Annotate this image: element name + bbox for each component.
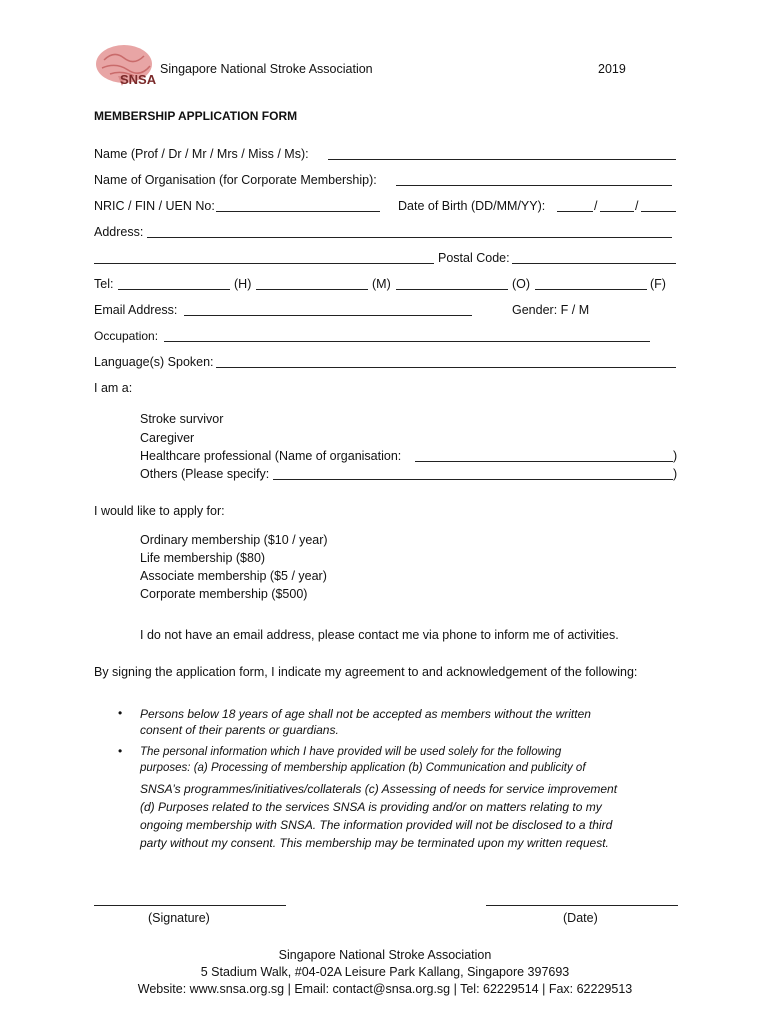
name-label: Name (Prof / Dr / Mr / Mrs / Miss / Ms):	[94, 147, 309, 161]
name-field[interactable]	[328, 148, 676, 160]
tel-fax-label: (F)	[650, 277, 666, 291]
header-org-name: Singapore National Stroke Association	[160, 62, 373, 76]
email-label: Email Address:	[94, 303, 178, 317]
address-field-line2[interactable]	[94, 252, 434, 264]
agreement-bullet-2-line-1: The personal information which I have provided will be used solely for the following	[140, 746, 562, 758]
option-ordinary-membership[interactable]: Ordinary membership ($10 / year)	[140, 533, 328, 547]
option-others[interactable]: Others (Please specify:	[140, 467, 270, 481]
tel-label: Tel:	[94, 277, 114, 291]
form-title: MEMBERSHIP APPLICATION FORM	[94, 109, 298, 123]
tel-home-label: (H)	[234, 277, 252, 291]
tel-home-field[interactable]	[118, 278, 230, 290]
option-caregiver[interactable]: Caregiver	[140, 431, 195, 445]
footer-org: Singapore National Stroke Association	[278, 948, 492, 962]
dob-label: Date of Birth (DD/MM/YY):	[398, 199, 546, 213]
nric-field[interactable]	[216, 200, 380, 212]
close-paren: )	[673, 449, 678, 463]
tel-office-label: (O)	[512, 277, 531, 291]
agreement-intro: By signing the application form, I indicate my agreement to and acknowledgement of the following:	[94, 665, 638, 679]
gender-label[interactable]: Gender: F / M	[512, 303, 590, 317]
date-field[interactable]	[486, 905, 678, 906]
i-am-label: I am a:	[94, 381, 133, 395]
no-email-option[interactable]: I do not have an email address, please contact me via phone to inform me of activities.	[140, 628, 619, 642]
bullet-icon: •	[118, 744, 123, 758]
footer-address: 5 Stadium Walk, #04-02A Leisure Park Kallang, Singapore 397693	[200, 965, 570, 979]
agreement-bullet-2-line-2: purposes: (a) Processing of membership application (b) Communication and publicity of	[140, 762, 586, 774]
healthcare-org-field[interactable]	[415, 450, 673, 462]
agreement-bullet-1-line-1: Persons below 18 years of age shall not be accepted as members without the written	[140, 707, 591, 721]
occupation-label: Occupation:	[94, 329, 159, 343]
dob-month-field[interactable]	[600, 200, 634, 212]
option-healthcare-professional[interactable]: Healthcare professional (Name of organisation:	[140, 449, 402, 463]
dob-separator: /	[594, 199, 598, 213]
languages-label: Language(s) Spoken:	[94, 355, 214, 369]
email-field[interactable]	[184, 304, 472, 316]
nric-label: NRIC / FIN / UEN No:	[94, 199, 215, 213]
occupation-field[interactable]	[164, 330, 650, 342]
agreement-bullet-1-line-2: consent of their parents or guardians.	[140, 723, 339, 737]
others-specify-field[interactable]	[273, 468, 673, 480]
dob-day-field[interactable]	[557, 200, 593, 212]
agreement-bullet-2-line-6: party without my consent. This membership may be terminated upon my written request.	[140, 836, 609, 850]
header-year: 2019	[598, 62, 626, 76]
dob-year-field[interactable]	[641, 200, 676, 212]
option-life-membership[interactable]: Life membership ($80)	[140, 551, 266, 565]
postal-field[interactable]	[512, 252, 676, 264]
tel-fax-field[interactable]	[535, 278, 647, 290]
postal-label: Postal Code:	[438, 251, 510, 265]
dob-separator: /	[635, 199, 639, 213]
address-label: Address:	[94, 225, 144, 239]
apply-label: I would like to apply for:	[94, 504, 225, 518]
option-corporate-membership[interactable]: Corporate membership ($500)	[140, 587, 308, 601]
tel-mobile-field[interactable]	[256, 278, 368, 290]
languages-field[interactable]	[216, 356, 676, 368]
agreement-bullet-2-line-5: ongoing membership with SNSA. The information provided will not be disclosed to a third	[140, 818, 613, 832]
snsa-logo	[94, 42, 158, 92]
tel-office-field[interactable]	[396, 278, 508, 290]
address-field-line1[interactable]	[147, 226, 672, 238]
bullet-icon: •	[118, 706, 123, 720]
organisation-field[interactable]	[396, 174, 672, 186]
option-associate-membership[interactable]: Associate membership ($5 / year)	[140, 569, 327, 583]
signature-label: (Signature)	[148, 911, 210, 925]
logo-text: SNSA	[120, 72, 157, 87]
option-stroke-survivor[interactable]: Stroke survivor	[140, 412, 224, 426]
signature-field[interactable]	[94, 905, 286, 906]
footer-contact: Website: www.snsa.org.sg | Email: contact@snsa.org.sg | Tel: 62229514 | Fax: 62229513	[137, 982, 633, 996]
organisation-label: Name of Organisation (for Corporate Membership):	[94, 173, 377, 187]
tel-mobile-label: (M)	[372, 277, 391, 291]
close-paren: )	[673, 467, 678, 481]
date-label: (Date)	[563, 911, 598, 925]
agreement-bullet-2-line-4: (d) Purposes related to the services SNSA is providing and/or on matters relating to my	[140, 800, 602, 814]
agreement-bullet-2-line-3: SNSA’s programmes/initiatives/collaterals (c) Assessing of needs for service improvement	[140, 782, 618, 796]
